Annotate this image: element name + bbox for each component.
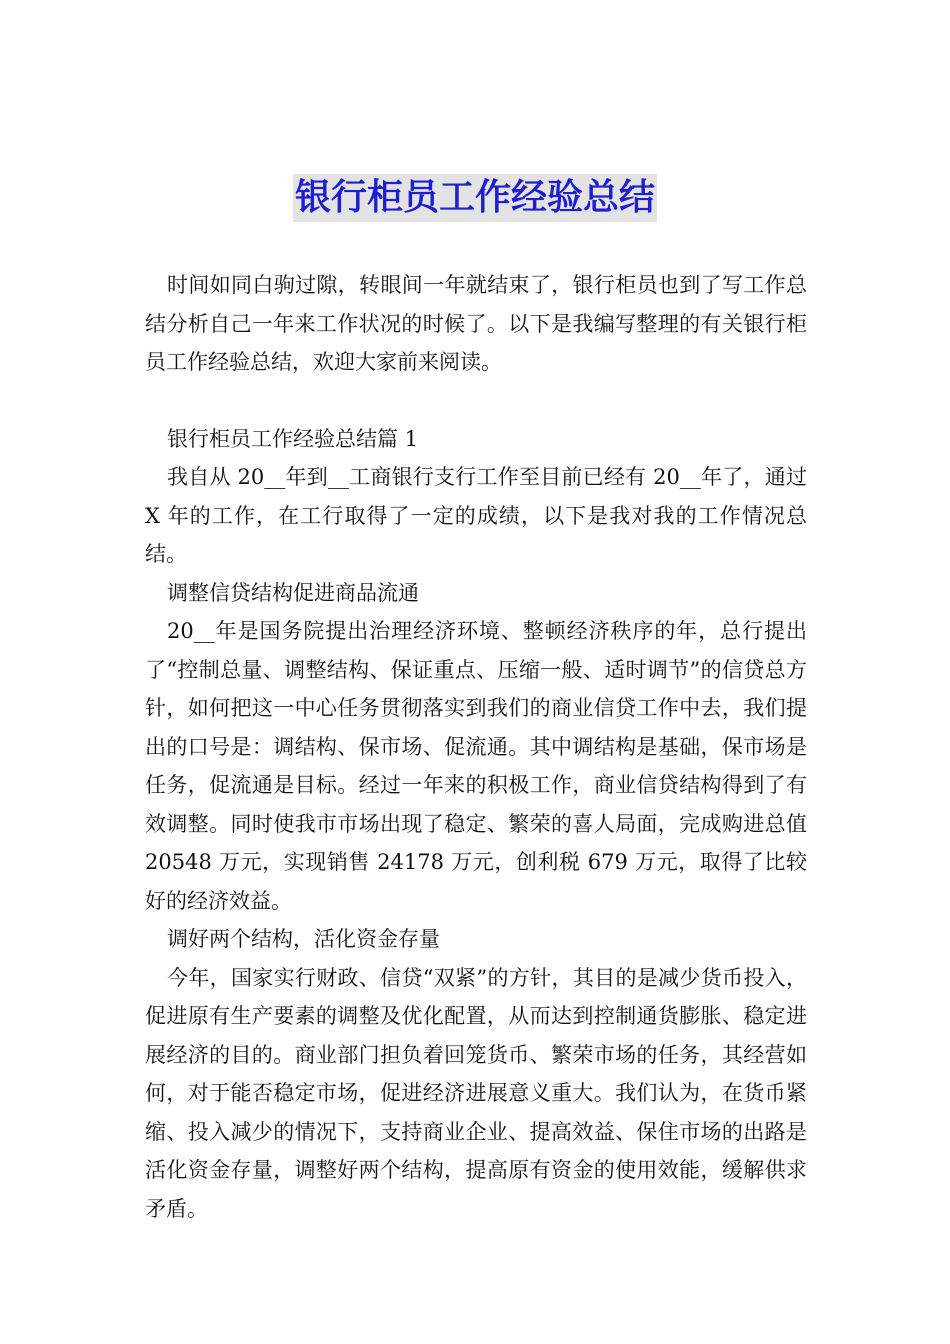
intro-paragraph: 时间如同白驹过隙，转眼间一年就结束了，银行柜员也到了写工作总结分析自己一年来工作状况的时候了。以下是我编写整理的有关银行柜员工作经验总结，欢迎大家前来阅读。 — [145, 273, 807, 374]
body-paragraph: 20__年是国务院提出治理经济环境、整顿经济秩序的年，总行提出了“控制总量、调整结构、保证重点、压缩一般、适时调节”的信贷总方针，如何把这一中心任务贯彻落实到我们的商业信贷工作中去，我们提出的口号是：调结构、保市场、促流通。其中调结构是基础，保市场是任务，促流通是目标。经过一年来的积极工作，商业信贷结构得到了有效调整。同时使我市市场出现了稳定、繁荣的喜人局面，完成购进总值 20548 万元，实现销售 24178 万元，创利税 679 万元，取得了比较好的经济效益。 — [145, 619, 807, 913]
title-container — [0, 174, 950, 222]
document-title: 银行柜员工作经验总结 — [293, 174, 657, 222]
subheading: 调好两个结构，活化资金存量 — [167, 927, 440, 951]
section-heading: 银行柜员工作经验总结篇 1 — [167, 426, 419, 451]
subheading: 调整信贷结构促进商品流通 — [167, 580, 419, 605]
blank-line — [145, 382, 807, 420]
document-body — [145, 266, 807, 1228]
body-paragraph: 今年，国家实行财政、信贷“双紧”的方针，其目的是减少货币投入，促进原有生产要素的调整及优化配置，从而达到控制通货膨胀、稳定进展经济的目的。商业部门担负着回笼货币、繁荣市场的任务，其经营如何，对于能否稳定市场，促进经济进展意义重大。我们认为，在货币紧缩、投入减少的情况下，支持商业企业、提高效益、保住市场的出路是活化资金存量，调整好两个结构，提高原有资金的使用效能，缓解供求矛盾。 — [145, 965, 807, 1221]
body-paragraph: 我自从 20__年到__工商银行支行工作至目前已经有 20__年了，通过 X 年的工作，在工行取得了一定的成绩，以下是我对我的工作情况总结。 — [145, 465, 807, 566]
